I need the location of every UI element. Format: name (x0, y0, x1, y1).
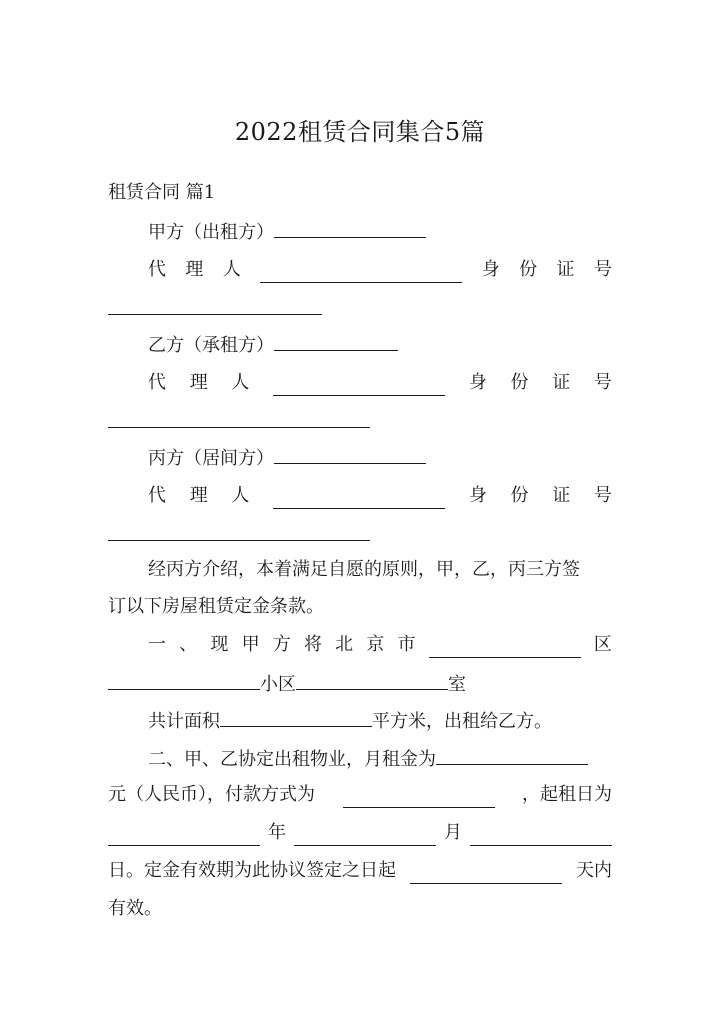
community-label: 小区 (260, 674, 296, 695)
clause-2-text-1: 二、甲、乙协定出租物业，月租金为 (148, 749, 436, 770)
id-char: 证 (552, 372, 571, 393)
district-label: 区 (593, 634, 612, 655)
agent-char: 理 (189, 485, 208, 506)
agent-char: 代 (148, 372, 166, 393)
start-month-blank[interactable] (294, 825, 436, 846)
id-char: 身 (468, 485, 487, 506)
party-a-blank[interactable] (274, 217, 426, 238)
party-c-label: 丙方（居间方） (148, 448, 274, 469)
agent-char: 代 (148, 259, 166, 280)
agent-char: 人 (222, 259, 241, 280)
intro-line-2: 订以下房屋租赁定金条款。 (108, 596, 324, 617)
agent-char: 代 (148, 485, 166, 506)
id-char: 号 (593, 372, 612, 393)
start-year-blank[interactable] (108, 825, 260, 846)
party-b-agent-blank[interactable] (273, 375, 445, 396)
community-name-blank[interactable] (108, 669, 260, 690)
agent-char: 理 (185, 259, 204, 280)
clause-1-char: 市 (397, 634, 416, 655)
area-suffix: 平方米，出租给乙方。 (372, 711, 552, 732)
intro-line-1: 经丙方介绍，本着满足自愿的原则，甲，乙，丙三方签 (148, 559, 580, 580)
party-b-line (148, 330, 398, 359)
clause-1-char: 北 (335, 634, 354, 655)
party-a-agent-blank[interactable] (260, 262, 462, 283)
party-b-id-line (108, 407, 370, 436)
agent-char: 人 (231, 372, 250, 393)
room-label: 室 (448, 674, 466, 695)
party-c-line (148, 443, 426, 472)
clause-1-char: 一 (148, 634, 166, 655)
party-a-id-blank[interactable] (108, 294, 322, 315)
id-char: 号 (593, 485, 612, 506)
area-line (148, 706, 552, 735)
clause-1-char: 甲 (241, 634, 260, 655)
party-b-agent-line (148, 370, 612, 396)
agent-char: 人 (231, 485, 250, 506)
clause-1-char: 将 (303, 634, 322, 655)
start-day-blank[interactable] (470, 825, 612, 846)
clause-2-text-4b: 天内 (576, 860, 612, 881)
clause-1-char: 现 (210, 634, 229, 655)
month-label: 月 (444, 822, 462, 843)
area-blank[interactable] (220, 706, 372, 727)
party-a-label: 甲方（出租方） (148, 222, 274, 243)
party-c-blank[interactable] (274, 443, 426, 464)
party-b-blank[interactable] (274, 330, 398, 351)
clause-1-char: 京 (366, 634, 385, 655)
section-heading: 租赁合同 篇1 (108, 182, 216, 203)
id-char: 号 (593, 259, 612, 280)
clause-2-line-1 (148, 744, 588, 773)
validity-days-blank[interactable] (410, 863, 562, 884)
party-a-id-line (108, 294, 322, 323)
clause-2-text-2a: 元（人民币），付款方式为 (108, 784, 315, 805)
id-char: 份 (510, 372, 529, 393)
clause-2-text-2b: ，起租日为 (522, 784, 612, 805)
area-prefix: 共计面积 (148, 711, 220, 732)
document-title: 2022租赁合同集合5篇 (234, 118, 486, 146)
clause-1-line (148, 632, 612, 658)
clause-1-line-2 (108, 669, 466, 698)
id-char: 身 (481, 259, 500, 280)
monthly-rent-blank[interactable] (436, 744, 588, 765)
payment-method-blank[interactable] (343, 787, 495, 808)
room-number-blank[interactable] (296, 669, 448, 690)
clause-2-text-4a: 日。定金有效期为此协议签定之日起 (108, 860, 396, 881)
clause-2-line-4 (108, 858, 612, 884)
id-char: 证 (556, 259, 575, 280)
party-b-label: 乙方（承租方） (148, 335, 274, 356)
party-c-agent-blank[interactable] (273, 488, 445, 509)
clause-2-line-5: 有效。 (108, 898, 162, 919)
agent-char: 理 (189, 372, 208, 393)
party-c-id-line (108, 520, 370, 549)
party-b-id-blank[interactable] (108, 407, 370, 428)
clause-1-char: 方 (272, 634, 291, 655)
district-blank[interactable] (429, 637, 581, 658)
id-char: 份 (510, 485, 529, 506)
id-char: 份 (519, 259, 538, 280)
clause-1-char: 、 (179, 634, 198, 655)
id-char: 身 (468, 372, 487, 393)
party-a-agent-line (148, 257, 612, 283)
year-label: 年 (268, 822, 286, 843)
party-c-agent-line (148, 483, 612, 509)
clause-2-line-2 (108, 782, 612, 808)
id-char: 证 (552, 485, 571, 506)
clause-2-line-3 (108, 820, 612, 846)
party-a-line (148, 217, 426, 246)
party-c-id-blank[interactable] (108, 520, 370, 541)
